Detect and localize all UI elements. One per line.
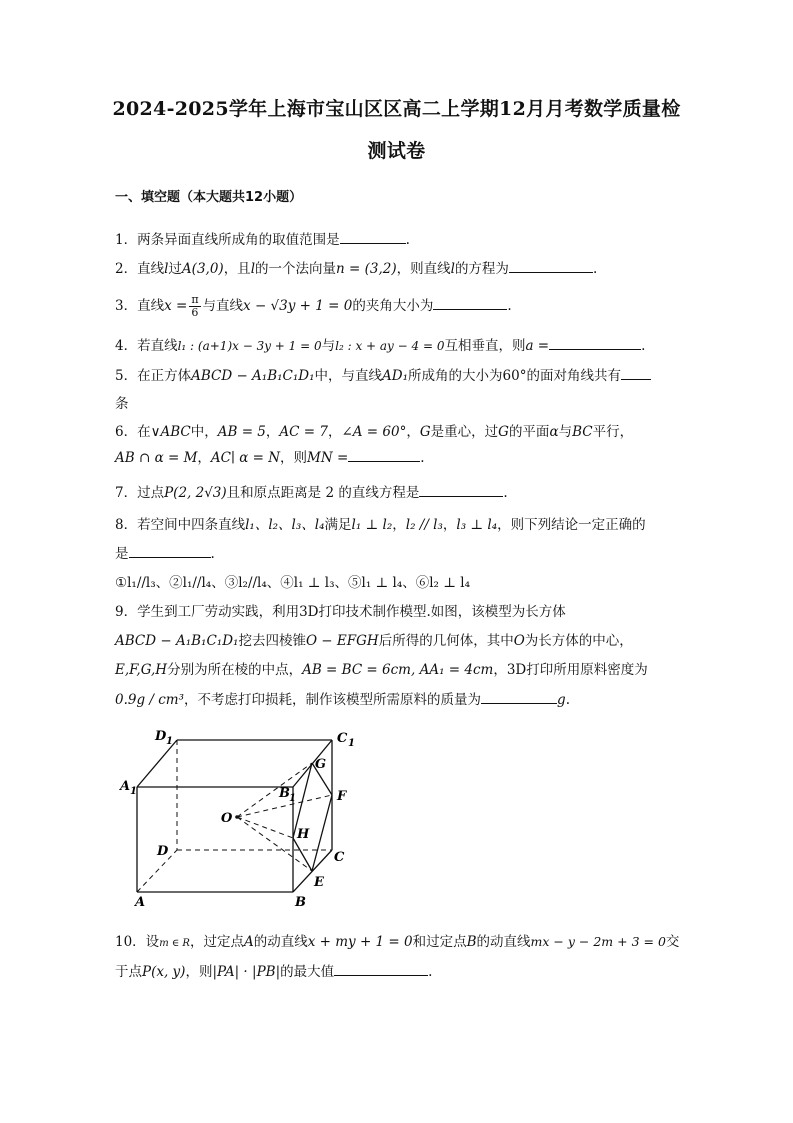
answer-blank[interactable] — [419, 484, 503, 497]
label-O: O — [221, 811, 233, 826]
question-5-cont: 条 — [115, 396, 129, 412]
question-5: 5．在正方体ABCD − A₁B₁C₁D₁中，与直线AD₁所成角的大小为60°的面对角线共有 — [115, 364, 651, 384]
question-8-cont: 是 . — [115, 546, 215, 562]
question-9: 9．学生到工厂劳动实践，利用3D打印技术制作模型.如图，该模型为长方体 — [115, 604, 566, 620]
label-H: H — [297, 827, 310, 842]
question-9-line3: E,F,G,H分别为所在棱的中点，AB = BC = 6cm, AA₁ = 4cm，3D打印所用原料密度为 — [115, 662, 648, 678]
label-F: F — [337, 789, 347, 804]
label-A: A — [135, 895, 146, 910]
question-7: 7．过点P(2, 2√3)且和原点距离是 2 的直线方程是 . — [115, 485, 508, 501]
label-C1-sub: 1 — [348, 738, 355, 749]
question-1: 1．两条异面直线所成角的取值范围是 . — [115, 232, 410, 248]
question-6-cont: AB ∩ α = M，AC∣ α = N，则MN = . — [115, 450, 425, 466]
fraction: $\frac{\pi}{6}$ — [191, 293, 199, 319]
question-6: 6．在∨ABC中，AB = 5，AC = 7，∠A = 60°，G是重心，过G的平面α与BC平行， — [115, 424, 634, 440]
question-9-line4: 0.9g / cm³，不考虑打印损耗，制作该模型所需原料的质量为 g. — [115, 692, 570, 708]
label-G: G — [315, 757, 327, 772]
answer-blank[interactable] — [334, 963, 428, 976]
label-B: B — [295, 895, 306, 910]
answer-blank[interactable] — [348, 449, 420, 462]
label-D1: D — [155, 729, 167, 744]
answer-blank[interactable] — [509, 260, 593, 273]
question-10-cont: 于点P(x, y)，则|PA| · |PB|的最大值 . — [115, 964, 433, 980]
answer-blank[interactable] — [549, 337, 641, 350]
label-D1-sub: 1 — [166, 736, 173, 747]
label-B1-sub: 1 — [289, 793, 296, 804]
question-4: 4．若直线l₁ : (a+1)x − 3y + 1 = 0与l₂ : x + ay − 4 = 0互相垂直，则a = . — [115, 338, 646, 354]
section-header: 一、填空题（本大题共12小题） — [115, 190, 303, 205]
label-C: C — [334, 850, 345, 865]
label-A1-sub: 1 — [130, 786, 137, 797]
question-2: 2．直线l过A(3,0)，且l的一个法向量n = (3,2)，则直线l的方程为 . — [115, 261, 598, 277]
cuboid-figure — [115, 720, 375, 915]
answer-blank[interactable] — [621, 367, 651, 380]
document-title-line2: 测试卷 — [367, 140, 426, 162]
label-B1: B — [279, 786, 290, 801]
answer-blank[interactable] — [340, 231, 406, 244]
document-title-line1: 2024-2025学年上海市宝山区区高二上学期12月月考数学质量检 — [112, 98, 681, 120]
question-9-line2: ABCD − A₁B₁C₁D₁挖去四棱锥O − EFGH后所得的几何体，其中O为长方体的中心， — [115, 633, 633, 649]
label-D: D — [157, 844, 169, 859]
question-3: 3．直线x = $\frac{\pi}{6}$ 与直线x − √3y + 1 = 0的夹角大小为 . — [115, 293, 512, 319]
label-E: E — [314, 875, 324, 890]
question-8: 8．若空间中四条直线l₁、l₂、l₃、l₄满足l₁ ⊥ l₂，l₂ // l₃，l₃ ⊥ l₄，则下列结论一定正确的 — [115, 517, 646, 533]
question-8-options: ①l₁//l₃、②l₁//l₄、③l₂//l₄、④l₁ ⊥ l₃、⑤l₁ ⊥ l₄、⑥l₂ ⊥ l₄ — [115, 575, 470, 591]
answer-blank[interactable] — [129, 545, 211, 558]
label-C1: C — [337, 731, 348, 746]
question-10: 10．设m ∈ R，过定点A的动直线x + my + 1 = 0和过定点B的动直线mx − y − 2m + 3 = 0交 — [115, 934, 680, 950]
answer-blank[interactable] — [481, 691, 557, 704]
label-A1: A — [120, 779, 131, 794]
answer-blank[interactable] — [433, 297, 507, 310]
